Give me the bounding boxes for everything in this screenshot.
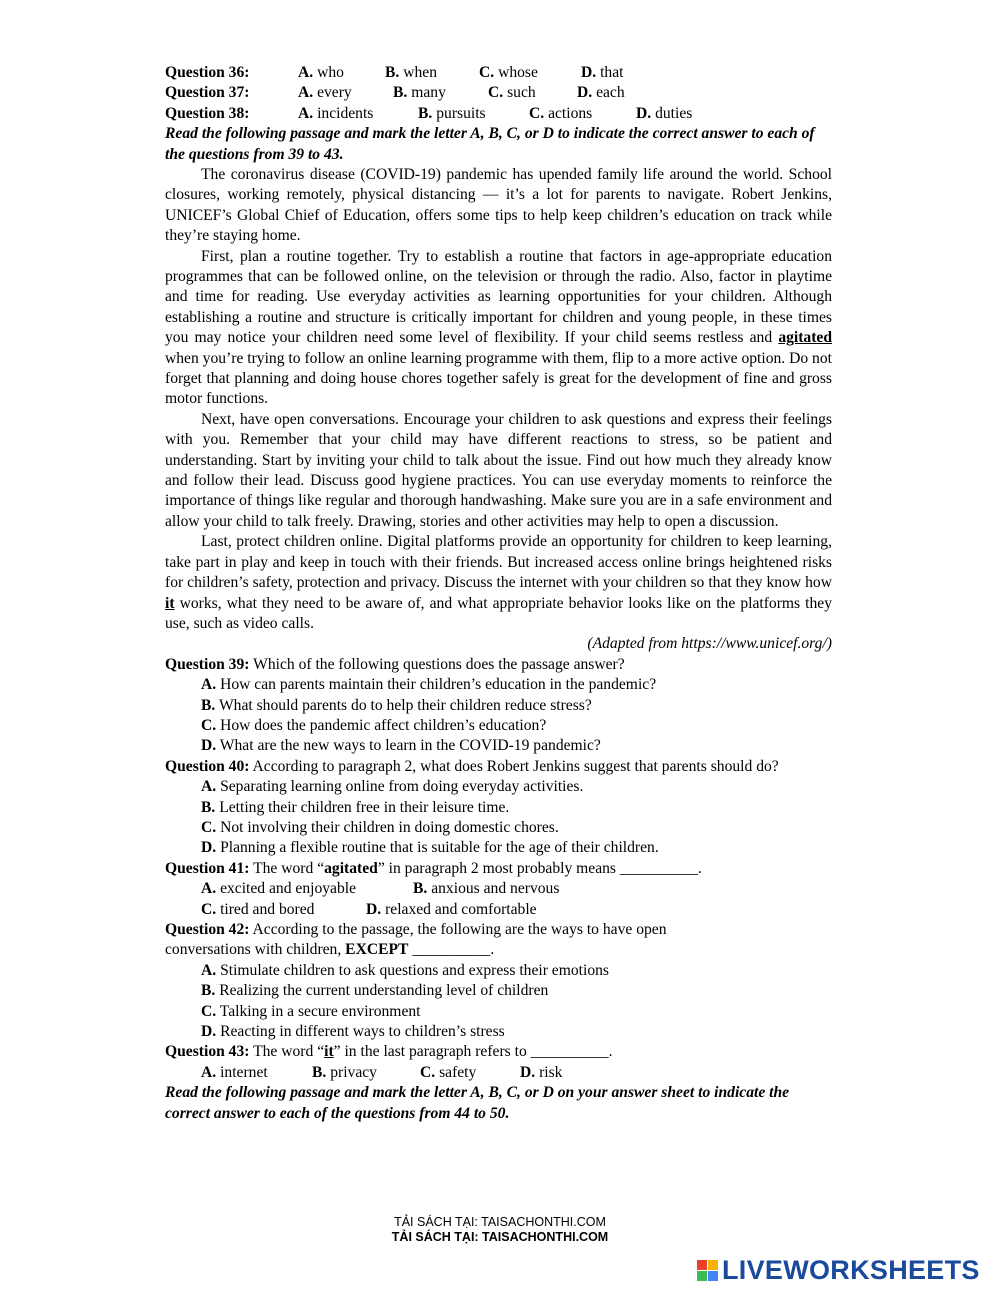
logo-text: LIVEWORKSHEETS (722, 1255, 980, 1285)
option-b[interactable]: B. many (393, 84, 446, 102)
passage-paragraph-1: The coronavirus disease (COVID-19) pandemic has upended family life around the world. School closures, working remotely, physical distancing — it’s a lot for parents to navigate. Robert Jenkins, UNICEF’s Global Chief of Education, offers some tips to help keep children’s education on track while they’re staying home. (165, 165, 832, 245)
question-36 (165, 63, 832, 83)
option-c[interactable]: C. How does the pandemic affect children’s education? (201, 716, 547, 734)
question-39: Question 39: Which of the following questions does the passage answer? A. How can parents maintain their children’s education in the pandemic? B. What should parents do to help their children reduce stress? C. How does the pandemic affect children’s education? D. What are the new ways to learn in the COVID-19 pandemic? (165, 655, 832, 757)
logo-blocks-icon (697, 1260, 718, 1281)
question-label: Question 38: (165, 104, 250, 122)
passage-paragraph-2: First, plan a routine together. Try to establish a routine that factors in age-appropriate education programmes that can be followed online, on the television or through the radio. Also, factor in playtime and time for reading. Use everyday activities as learning opportunities for your children. Although establishing a routine and structure is critically important for children and young people, in these times you may notice your children need some level of flexibility. If your child seems restless and agitated when you’re trying to follow an online learning programme with them, flip to a more active option. Do not forget that planning and doing house chores together safely is great for the development of fine and gross motor functions. (165, 247, 833, 408)
option-b[interactable]: B. pursuits (418, 104, 486, 122)
option-d[interactable]: D. Reacting in different ways to children’s stress (201, 1022, 505, 1040)
passage-paragraph-3: Next, have open conversations. Encourage your children to ask questions and express their feelings with you. Remember that your child may have different reactions to stress, so be patient and understanding. Start by inviting your child to talk about the issue. Find out how much they already know and follow their lead. Discuss good hygiene practices. You can use everyday moments to reinforce the importance of things like regular and thorough handwashing. Make sure you are in a safe environment and allow your child to talk freely. Drawing, stories and other activities may help to open a discussion. (165, 410, 832, 530)
question-37 (165, 83, 832, 103)
option-a[interactable]: A. Separating learning online from doing everyday activities. (201, 778, 584, 796)
option-b[interactable]: B. privacy (312, 1063, 377, 1081)
liveworksheets-logo (697, 1255, 980, 1286)
keyword-it-ref: it (324, 1043, 334, 1061)
instruction-44-50: Read the following passage and mark the letter A, B, C, or D on your answer sheet to indicate the correct answer to each of the questions from 44 to 50. (165, 1084, 790, 1122)
instruction-39-43: Read the following passage and mark the letter A, B, C, or D to indicate the correct answer to each of the questions from 39 to 43. (165, 125, 815, 163)
option-d[interactable]: D. risk (520, 1063, 563, 1081)
footer-line-2: TẢI SÁCH TẠI: TAISACHONTHI.COM (391, 1230, 609, 1244)
option-d[interactable]: D. What are the new ways to learn in the COVID-19 pandemic? (201, 737, 601, 755)
question-43: Question 43: The word “it” in the last paragraph refers to __________. A. internet B. privacy C. safety D. risk (165, 1042, 832, 1083)
option-b[interactable]: B. anxious and nervous (413, 880, 560, 898)
option-c[interactable]: C. Not involving their children in doing domestic chores. (201, 818, 559, 836)
question-label: Question 37: (165, 84, 250, 102)
keyword-it: it (165, 594, 175, 612)
question-40: Question 40: According to paragraph 2, what does Robert Jenkins suggest that parents should do? A. Separating learning online from doing everyday activities. B. Letting their children free in their leisure time. C. Not involving their children in doing domestic chores. D. Planning a flexible routine that is suitable for the age of their children. (165, 757, 832, 859)
option-c[interactable]: C. safety (420, 1063, 477, 1081)
keyword-agitated-ref: agitated (324, 859, 378, 877)
option-a[interactable]: A. incidents (298, 104, 374, 122)
option-c[interactable]: C. such (488, 84, 536, 102)
option-d[interactable]: D. Planning a flexible routine that is suitable for the age of their children. (201, 839, 659, 857)
option-c[interactable]: C. Talking in a secure environment (201, 1002, 421, 1020)
question-42: Question 42: According to the passage, the following are the ways to have open conversations with children, EXCEPT __________. A. Stimulate children to ask questions and express their emotions B. Realizing the current understanding level of children C. Talking in a secure environment D. Reacting in different ways to children’s stress (165, 920, 832, 1042)
option-a[interactable]: A. who (298, 64, 344, 81)
option-c[interactable]: C. whose (479, 64, 538, 81)
keyword-agitated: agitated (778, 329, 833, 347)
option-b[interactable]: B. What should parents do to help their children reduce stress? (201, 696, 592, 714)
option-a[interactable]: A. excited and enjoyable (201, 880, 357, 898)
option-c[interactable]: C. tired and bored (201, 900, 315, 918)
question-label: Question 36: (165, 64, 250, 81)
keyword-except: EXCEPT (345, 941, 409, 959)
option-a[interactable]: A. Stimulate children to ask questions and express their emotions (201, 961, 609, 979)
option-b[interactable]: B. Letting their children free in their leisure time. (201, 798, 510, 816)
footer-line-1: TẢI SÁCH TẠI: TAISACHONTHI.COM (394, 1215, 606, 1229)
option-c[interactable]: C. actions (529, 104, 593, 122)
option-d[interactable]: D. relaxed and comfortable (366, 900, 537, 918)
passage-source: (Adapted from https://www.unicef.org/) (587, 635, 832, 653)
question-41: Question 41: The word “agitated” in paragraph 2 most probably means __________. A. excited and enjoyable B. anxious and nervous C. tired and bored D. relaxed and comfortable (165, 859, 832, 920)
option-d[interactable]: D. each (577, 84, 625, 102)
question-38 (165, 104, 832, 124)
option-d[interactable]: D. duties (636, 104, 693, 122)
option-a[interactable]: A. internet (201, 1063, 268, 1081)
passage-paragraph-4: Last, protect children online. Digital platforms provide an opportunity for children to keep learning, take part in play and keep in touch with their friends. But increased access online brings heightened risks for children’s safety, protection and privacy. Discuss the internet with your children so that they know how it works, what they need to be aware of, and what appropriate behavior looks like on the platforms they use, such as video calls. (165, 533, 832, 632)
option-b[interactable]: B. when (385, 64, 437, 81)
option-a[interactable]: A. every (298, 84, 352, 102)
option-d[interactable]: D. that (581, 64, 624, 81)
worksheet-page (165, 63, 832, 1124)
option-a[interactable]: A. How can parents maintain their children’s education in the pandemic? (201, 676, 657, 694)
option-b[interactable]: B. Realizing the current understanding level of children (201, 982, 549, 1000)
